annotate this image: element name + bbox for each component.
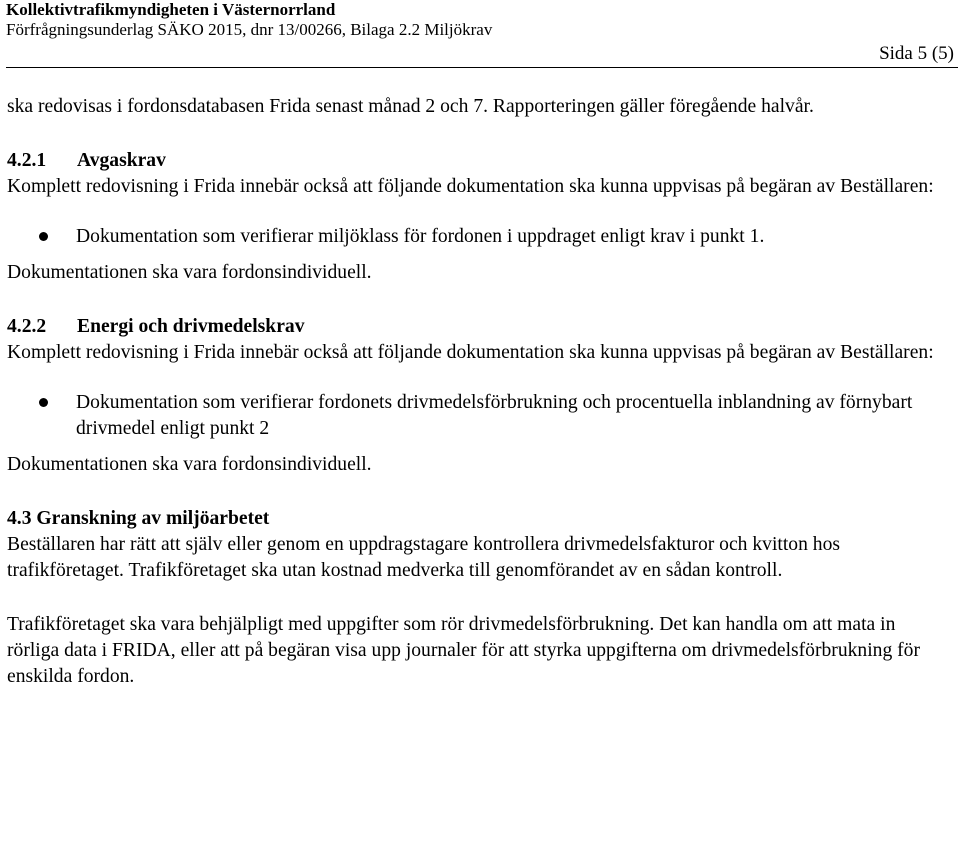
- section-title: Energi och drivmedelskrav: [77, 316, 305, 337]
- page-number: Sida 5 (5): [879, 43, 954, 64]
- list-item: [7, 224, 952, 250]
- section-4-3-paragraph-2: Trafikföretaget ska vara behjälpligt med uppgifter som rör drivmedelsförbrukning. Det kan handla om att mata in rörliga data i FRIDA, eller att på begäran visa upp journaler för att styrka uppgifterna om drivmedelsförbrukning för enskilda fordon.: [7, 614, 921, 687]
- section-4-2-1-list: [7, 224, 952, 250]
- header-divider: [6, 67, 958, 68]
- bullet-icon: [39, 398, 48, 407]
- section-4-3-paragraph-1: Beställaren har rätt att själv eller genom en uppdragstagare kontrollera drivmedelsfakturor och kvitton hos trafikföretaget. Trafikföretaget ska utan kostnad medverka till genomförandet av en sådan kontroll.: [7, 534, 841, 581]
- list-item: [7, 390, 952, 442]
- section-4-2-2-heading: [7, 314, 952, 340]
- section-number: 4.2.2: [7, 316, 47, 337]
- section-4-2-1-heading: [7, 148, 952, 174]
- section-number: 4.2.1: [7, 150, 47, 171]
- list-item-text: Dokumentation som verifierar miljöklass för fordonen i uppdraget enligt krav i punkt 1.: [76, 226, 765, 247]
- section-4-3-heading: 4.3 Granskning av miljöarbetet: [7, 508, 270, 529]
- document-body: [7, 94, 952, 690]
- section-4-2-1-body: Komplett redovisning i Frida innebär också att följande dokumentation ska kunna uppvisas på begäran av Beställaren:: [7, 176, 934, 197]
- bullet-icon: [39, 232, 48, 241]
- section-4-2-2-note: Dokumentationen ska vara fordonsindividuell.: [7, 454, 372, 475]
- header-organization: Kollektivtrafikmyndigheten i Västernorrland: [6, 0, 336, 19]
- section-4-2-1-note: Dokumentationen ska vara fordonsindividuell.: [7, 262, 372, 283]
- header-subtitle: Förfrågningsunderlag SÄKO 2015, dnr 13/00266, Bilaga 2.2 Miljökrav: [6, 20, 493, 39]
- section-4-2-2-body: Komplett redovisning i Frida innebär också att följande dokumentation ska kunna uppvisas på begäran av Beställaren:: [7, 342, 934, 363]
- section-4-2-2-list: [7, 390, 952, 442]
- intro-paragraph: ska redovisas i fordonsdatabasen Frida senast månad 2 och 7. Rapporteringen gäller föregående halvår.: [7, 96, 814, 117]
- section-title: Avgaskrav: [77, 150, 166, 171]
- list-item-text: Dokumentation som verifierar fordonets drivmedelsförbrukning och procentuella inblandning av förnybart drivmedel enligt punkt 2: [76, 392, 913, 439]
